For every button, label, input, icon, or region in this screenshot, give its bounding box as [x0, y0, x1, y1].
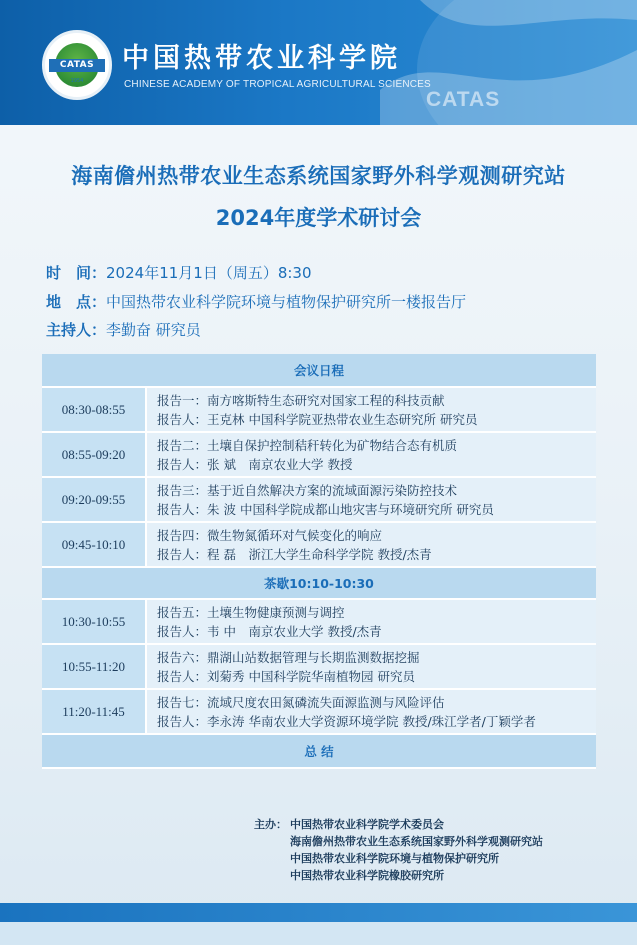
- report-title: 报告二：土壤自保护控制秸秆转化为矿物结合态有机质: [157, 437, 458, 453]
- sponsor-item: 中国热带农业科学院环境与植物保护研究所: [290, 852, 499, 865]
- info-host: [46, 319, 201, 340]
- catas-watermark: CATAS: [426, 88, 501, 111]
- header-banner: [0, 0, 637, 125]
- table-row: [42, 599, 596, 644]
- report-title: 报告六：鼎湖山站数据管理与长期监测数据挖掘: [157, 649, 420, 665]
- table-row: [42, 689, 596, 734]
- place-label: 地 点：: [46, 293, 107, 311]
- session-desc: [146, 522, 596, 567]
- time-value: 2024年11月1日（周五）8:30: [106, 264, 312, 282]
- report-title: 报告一：南方喀斯特生态研究对国家工程的科技贡献: [157, 392, 445, 408]
- session-time: 09:45-10:10: [42, 522, 146, 567]
- table-row: [42, 522, 596, 567]
- host-value: 李勤奋 研究员: [106, 321, 201, 339]
- session-desc: [146, 689, 596, 734]
- report-title: 报告四：微生物氮循环对气候变化的响应: [157, 527, 383, 543]
- report-title: 报告三：基于近自然解决方案的流域面源污染防控技术: [157, 482, 458, 498]
- footer-strip: [0, 922, 637, 945]
- org-name-cn: 中国热带农业科学院: [122, 43, 401, 74]
- place-value: 中国热带农业科学院环境与植物保护研究所一楼报告厅: [106, 293, 467, 311]
- tea-break-label: 茶歇10:10-10:30: [42, 567, 596, 599]
- sponsor-item: 中国热带农业科学院学术委员会: [290, 818, 444, 831]
- session-time: 10:30-10:55: [42, 599, 146, 644]
- event-title-line2: 2024年度学术研讨会: [215, 206, 422, 230]
- report-speaker: 报告人：朱 波 中国科学院成都山地灾害与环境研究所 研究员: [157, 501, 494, 517]
- table-row: [42, 432, 596, 477]
- sponsor-item: 海南儋州热带农业生态系统国家野外科学观测研究站: [290, 835, 543, 848]
- org-name-en: CHINESE ACADEMY OF TROPICAL AGRICULTURAL SCIENCES: [124, 79, 431, 90]
- report-title: 报告七：流域尺度农田氮磷流失面源监测与风险评估: [157, 694, 445, 710]
- schedule-table: [42, 354, 596, 769]
- decorative-wave-icon: [380, 0, 637, 125]
- table-row: [42, 387, 596, 432]
- schedule-heading: 会议日程: [42, 354, 596, 387]
- info-place: [46, 291, 466, 312]
- sponsor-item: 中国热带农业科学院橡胶研究所: [290, 869, 444, 882]
- schedule-heading-row: [42, 354, 596, 387]
- report-speaker: 报告人：李永涛 华南农业大学资源环境学院 教授/珠江学者/丁颖学者: [157, 713, 536, 729]
- logo-year: 1954: [70, 78, 84, 84]
- session-desc: [146, 387, 596, 432]
- sponsor-label: 主办：: [254, 818, 287, 831]
- session-desc: [146, 644, 596, 689]
- event-title-line1: 海南儋州热带农业生态系统国家野外科学观测研究站: [71, 164, 566, 188]
- table-row: [42, 644, 596, 689]
- session-time: 08:30-08:55: [42, 387, 146, 432]
- report-speaker: 报告人：韦 中 南京农业大学 教授/杰青: [157, 623, 382, 639]
- footer-band: [0, 903, 637, 922]
- report-title: 报告五：土壤生物健康预测与调控: [157, 604, 345, 620]
- time-label: 时 间：: [46, 264, 107, 282]
- tea-break-row: [42, 567, 596, 599]
- report-speaker: 报告人：王克林 中国科学院亚热带农业生态研究所 研究员: [157, 411, 478, 427]
- session-time: 08:55-09:20: [42, 432, 146, 477]
- catas-logo: [42, 30, 112, 100]
- logo-text: CATAS: [49, 59, 105, 72]
- host-label: 主持人：: [46, 321, 107, 339]
- session-desc: [146, 599, 596, 644]
- report-speaker: 报告人：程 磊 浙江大学生命科学学院 教授/杰青: [157, 546, 432, 562]
- info-time: [46, 262, 312, 283]
- report-speaker: 报告人：刘菊秀 中国科学院华南植物园 研究员: [157, 668, 415, 684]
- session-time: 11:20-11:45: [42, 689, 146, 734]
- session-time: 10:55-11:20: [42, 644, 146, 689]
- closing-row: [42, 734, 596, 768]
- table-row: [42, 477, 596, 522]
- session-time: 09:20-09:55: [42, 477, 146, 522]
- closing-label: 总 结: [42, 734, 596, 768]
- report-speaker: 报告人：张 斌 南京农业大学 教授: [157, 456, 353, 472]
- session-desc: [146, 432, 596, 477]
- session-desc: [146, 477, 596, 522]
